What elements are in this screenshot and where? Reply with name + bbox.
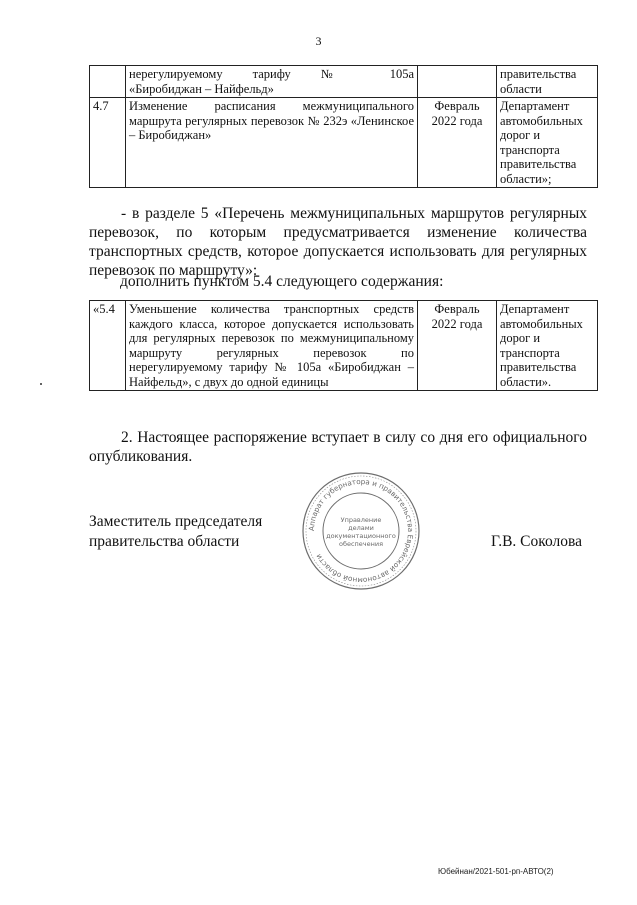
page-number: 3	[315, 34, 322, 48]
section-5-paragraph: - в разделе 5 «Перечень межмуниципальных маршрутов регулярных перевозок, по которым предусматривается изменение количества транспортных средств, которое допускается использовать для регулярных перевозок по маршруту»:	[89, 205, 587, 279]
svg-text:Управление: Управление	[340, 516, 382, 524]
row-text	[126, 66, 418, 98]
row-date: Февраль 2022 года	[418, 301, 497, 391]
table-row	[90, 301, 598, 391]
svg-text:делами: делами	[348, 524, 374, 532]
svg-text:обеспечения: обеспечения	[338, 540, 384, 548]
row-text-line: нерегулируемому тарифу № 105а	[129, 67, 414, 81]
row-number: «5.4	[90, 301, 126, 391]
row-text: Уменьшение количества транспортных средств каждого класса, которое допускается использовать для регулярных перевозок по межмуниципальному маршруту регулярных перевозок по нерегулируемому тарифу № 105а «Биробиджан – Найфельд», с двух до одной единицы	[126, 301, 418, 391]
signatory-position-line: правительства области	[89, 533, 240, 550]
row-number	[90, 66, 126, 98]
signatory-position-line: Заместитель председателя	[89, 513, 263, 530]
svg-text:документационного: документационного	[326, 532, 396, 540]
signatory-position	[89, 512, 262, 552]
official-seal	[300, 470, 422, 592]
document-footer-code: Юбейнан/2021-501-рп-АВТО(2)	[438, 867, 554, 876]
table-row	[90, 66, 598, 98]
svg-text:Аппарат губернатора и правител: Аппарат губернатора и правительства Еврейской автономной области	[306, 476, 416, 586]
signatory-name: Г.В. Соколова	[491, 533, 583, 550]
scan-speck	[40, 383, 42, 385]
row-department: Департамент автомобильных дорог и транспорта правительства области»;	[497, 98, 598, 188]
schedule-table-continued	[89, 65, 598, 188]
row-text: Изменение расписания межмуниципального маршрута регулярных перевозок № 232э «Ленинское – Биробиджан»	[126, 98, 418, 188]
row-department: правительства области	[497, 66, 598, 98]
row-department: Департамент автомобильных дорог и транспорта правительства области».	[497, 301, 598, 391]
table-row	[90, 98, 598, 188]
row-date: Февраль 2022 года	[418, 98, 497, 188]
row-date	[418, 66, 497, 98]
row-number: 4.7	[90, 98, 126, 188]
effective-date-paragraph: 2. Настоящее распоряжение вступает в силу со дня его официального опубликования.	[89, 429, 587, 465]
section-5-table	[89, 300, 598, 391]
row-text-line: «Биробиджан – Найфельд»	[129, 81, 274, 96]
addition-paragraph: дополнить пунктом 5.4 следующего содержания:	[120, 273, 444, 290]
